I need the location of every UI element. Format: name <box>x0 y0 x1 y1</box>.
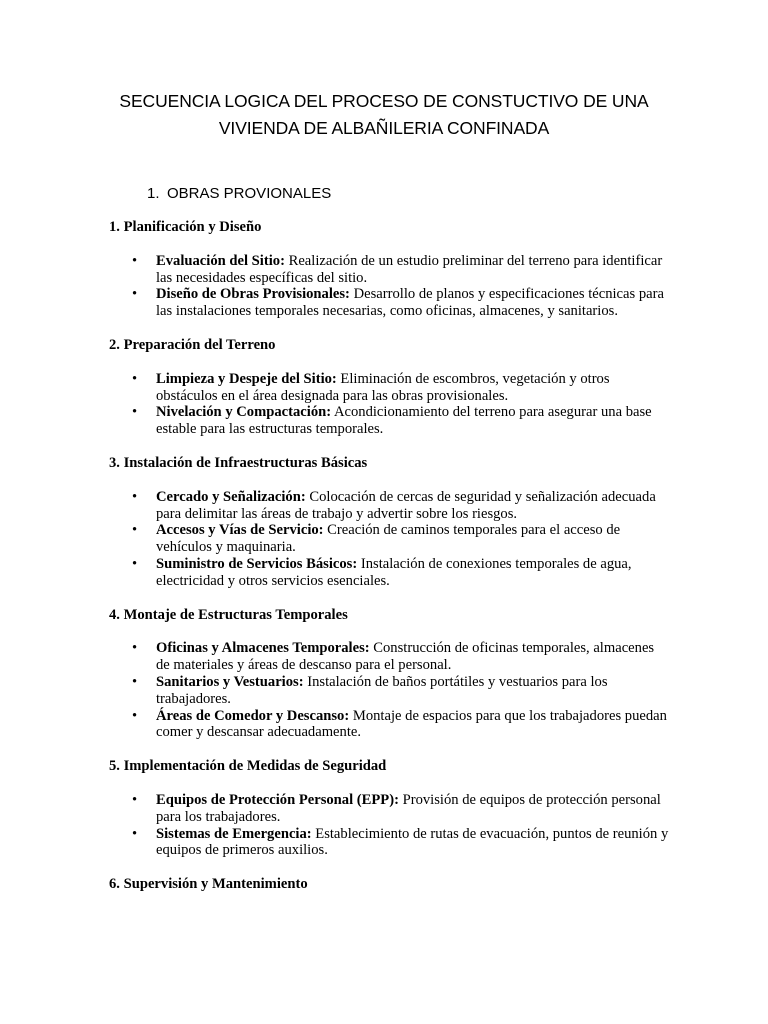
title-line-1: SECUENCIA LOGICA DEL PROCESO DE CONSTUCTIVO DE UNA <box>119 91 649 111</box>
list-item <box>132 522 669 556</box>
item-term: Limpieza y Despeje del Sitio: <box>156 370 337 387</box>
item-term: Evaluación del Sitio: <box>156 252 285 269</box>
section <box>109 876 669 893</box>
bullet-list <box>109 792 669 859</box>
item-term: Nivelación y Compactación: <box>156 404 332 421</box>
bullet-icon: • <box>132 791 138 808</box>
section <box>109 758 669 859</box>
item-text: Instalación de conexiones temporales de agua, electricidad y otros servicios esenciales. <box>156 555 632 589</box>
list-item <box>132 555 669 590</box>
item-term: Sistemas de Emergencia: <box>156 825 312 842</box>
item-text: Instalación de baños portátiles y vestuarios para los trabajadores. <box>156 673 608 707</box>
item-term: Oficinas y Almacenes Temporales: <box>156 640 370 657</box>
item-term: Áreas de Comedor y Descanso: <box>156 707 350 724</box>
section <box>109 607 669 742</box>
bullet-icon: • <box>132 488 138 505</box>
item-text: Acondicionamiento del terreno para asegurar una base estable para las estructuras temporales. <box>156 404 652 438</box>
main-heading-number: 1. <box>147 185 160 202</box>
bullet-icon: • <box>132 707 138 724</box>
bullet-icon: • <box>132 825 138 842</box>
item-text: Eliminación de escombros, vegetación y otros obstáculos en el área designada para las obras provisionales. <box>156 370 610 404</box>
section-heading: 1. Planificación y Diseño <box>109 219 262 235</box>
item-text: Construcción de oficinas temporales, almacenes de materiales y áreas de descanso para el personal. <box>156 640 655 674</box>
main-heading-text: OBRAS PROVIONALES <box>167 185 332 202</box>
bullet-icon: • <box>132 370 138 387</box>
section-heading: 6. Supervisión y Mantenimiento <box>109 876 308 893</box>
item-text: Realización de un estudio preliminar del terreno para identificar las necesidades específicas del sitio. <box>156 252 663 286</box>
item-term: Accesos y Vías de Servicio: <box>156 522 324 539</box>
item-term: Diseño de Obras Provisionales: <box>156 286 350 303</box>
document-body <box>109 219 669 910</box>
bullet-icon: • <box>132 673 138 690</box>
list-item <box>132 825 669 860</box>
section <box>109 219 669 320</box>
item-term: Suministro de Servicios Básicos: <box>156 555 358 572</box>
list-item <box>132 791 669 826</box>
list-item <box>132 252 669 287</box>
bullet-icon: • <box>132 252 138 269</box>
section-heading: 5. Implementación de Medidas de Seguridad <box>109 758 387 775</box>
item-text: Montaje de espacios para que los trabajadores puedan comer y descansar adecuadamente. <box>156 707 667 741</box>
bullet-list <box>109 253 669 320</box>
section-heading: 4. Montaje de Estructuras Temporales <box>109 606 348 623</box>
bullet-icon: • <box>132 404 138 421</box>
bullet-icon: • <box>132 286 138 303</box>
item-text: Establecimiento de rutas de evacuación, puntos de reunión y equipos de primeros auxilios. <box>156 825 669 859</box>
bullet-list <box>109 489 669 590</box>
list-item <box>132 640 669 674</box>
item-term: Cercado y Señalización: <box>156 488 306 505</box>
list-item <box>132 707 669 742</box>
bullet-icon: • <box>132 640 138 657</box>
section-heading: 2. Preparación del Terreno <box>109 336 276 353</box>
list-item <box>132 286 669 320</box>
item-text: Provisión de equipos de protección personal para los trabajadores. <box>156 791 661 825</box>
section-heading: 3. Instalación de Infraestructuras Básicas <box>109 454 368 471</box>
bullet-icon: • <box>132 522 138 539</box>
bullet-list <box>109 640 669 741</box>
item-text: Creación de caminos temporales para el acceso de vehículos y maquinaria. <box>156 522 621 556</box>
section <box>109 455 669 590</box>
main-heading <box>147 184 331 204</box>
bullet-icon: • <box>132 555 138 572</box>
item-term: Sanitarios y Vestuarios: <box>156 673 304 690</box>
document-title <box>60 88 708 142</box>
section <box>109 337 669 438</box>
list-item <box>132 673 669 708</box>
item-text: Colocación de cercas de seguridad y señalización adecuada para delimitar las áreas de trabajo y advertir sobre los riesgos. <box>156 488 656 522</box>
item-text: Desarrollo de planos y especificaciones técnicas para las instalaciones temporales necesarias, como oficinas, almacenes, y sanitarios. <box>156 286 664 320</box>
list-item <box>132 370 669 405</box>
list-item <box>132 404 669 438</box>
title-line-2: VIVIENDA DE ALBAÑILERIA CONFINADA <box>218 118 550 138</box>
list-item <box>132 488 669 523</box>
bullet-list <box>109 371 669 438</box>
item-term: Equipos de Protección Personal (EPP): <box>156 791 399 808</box>
